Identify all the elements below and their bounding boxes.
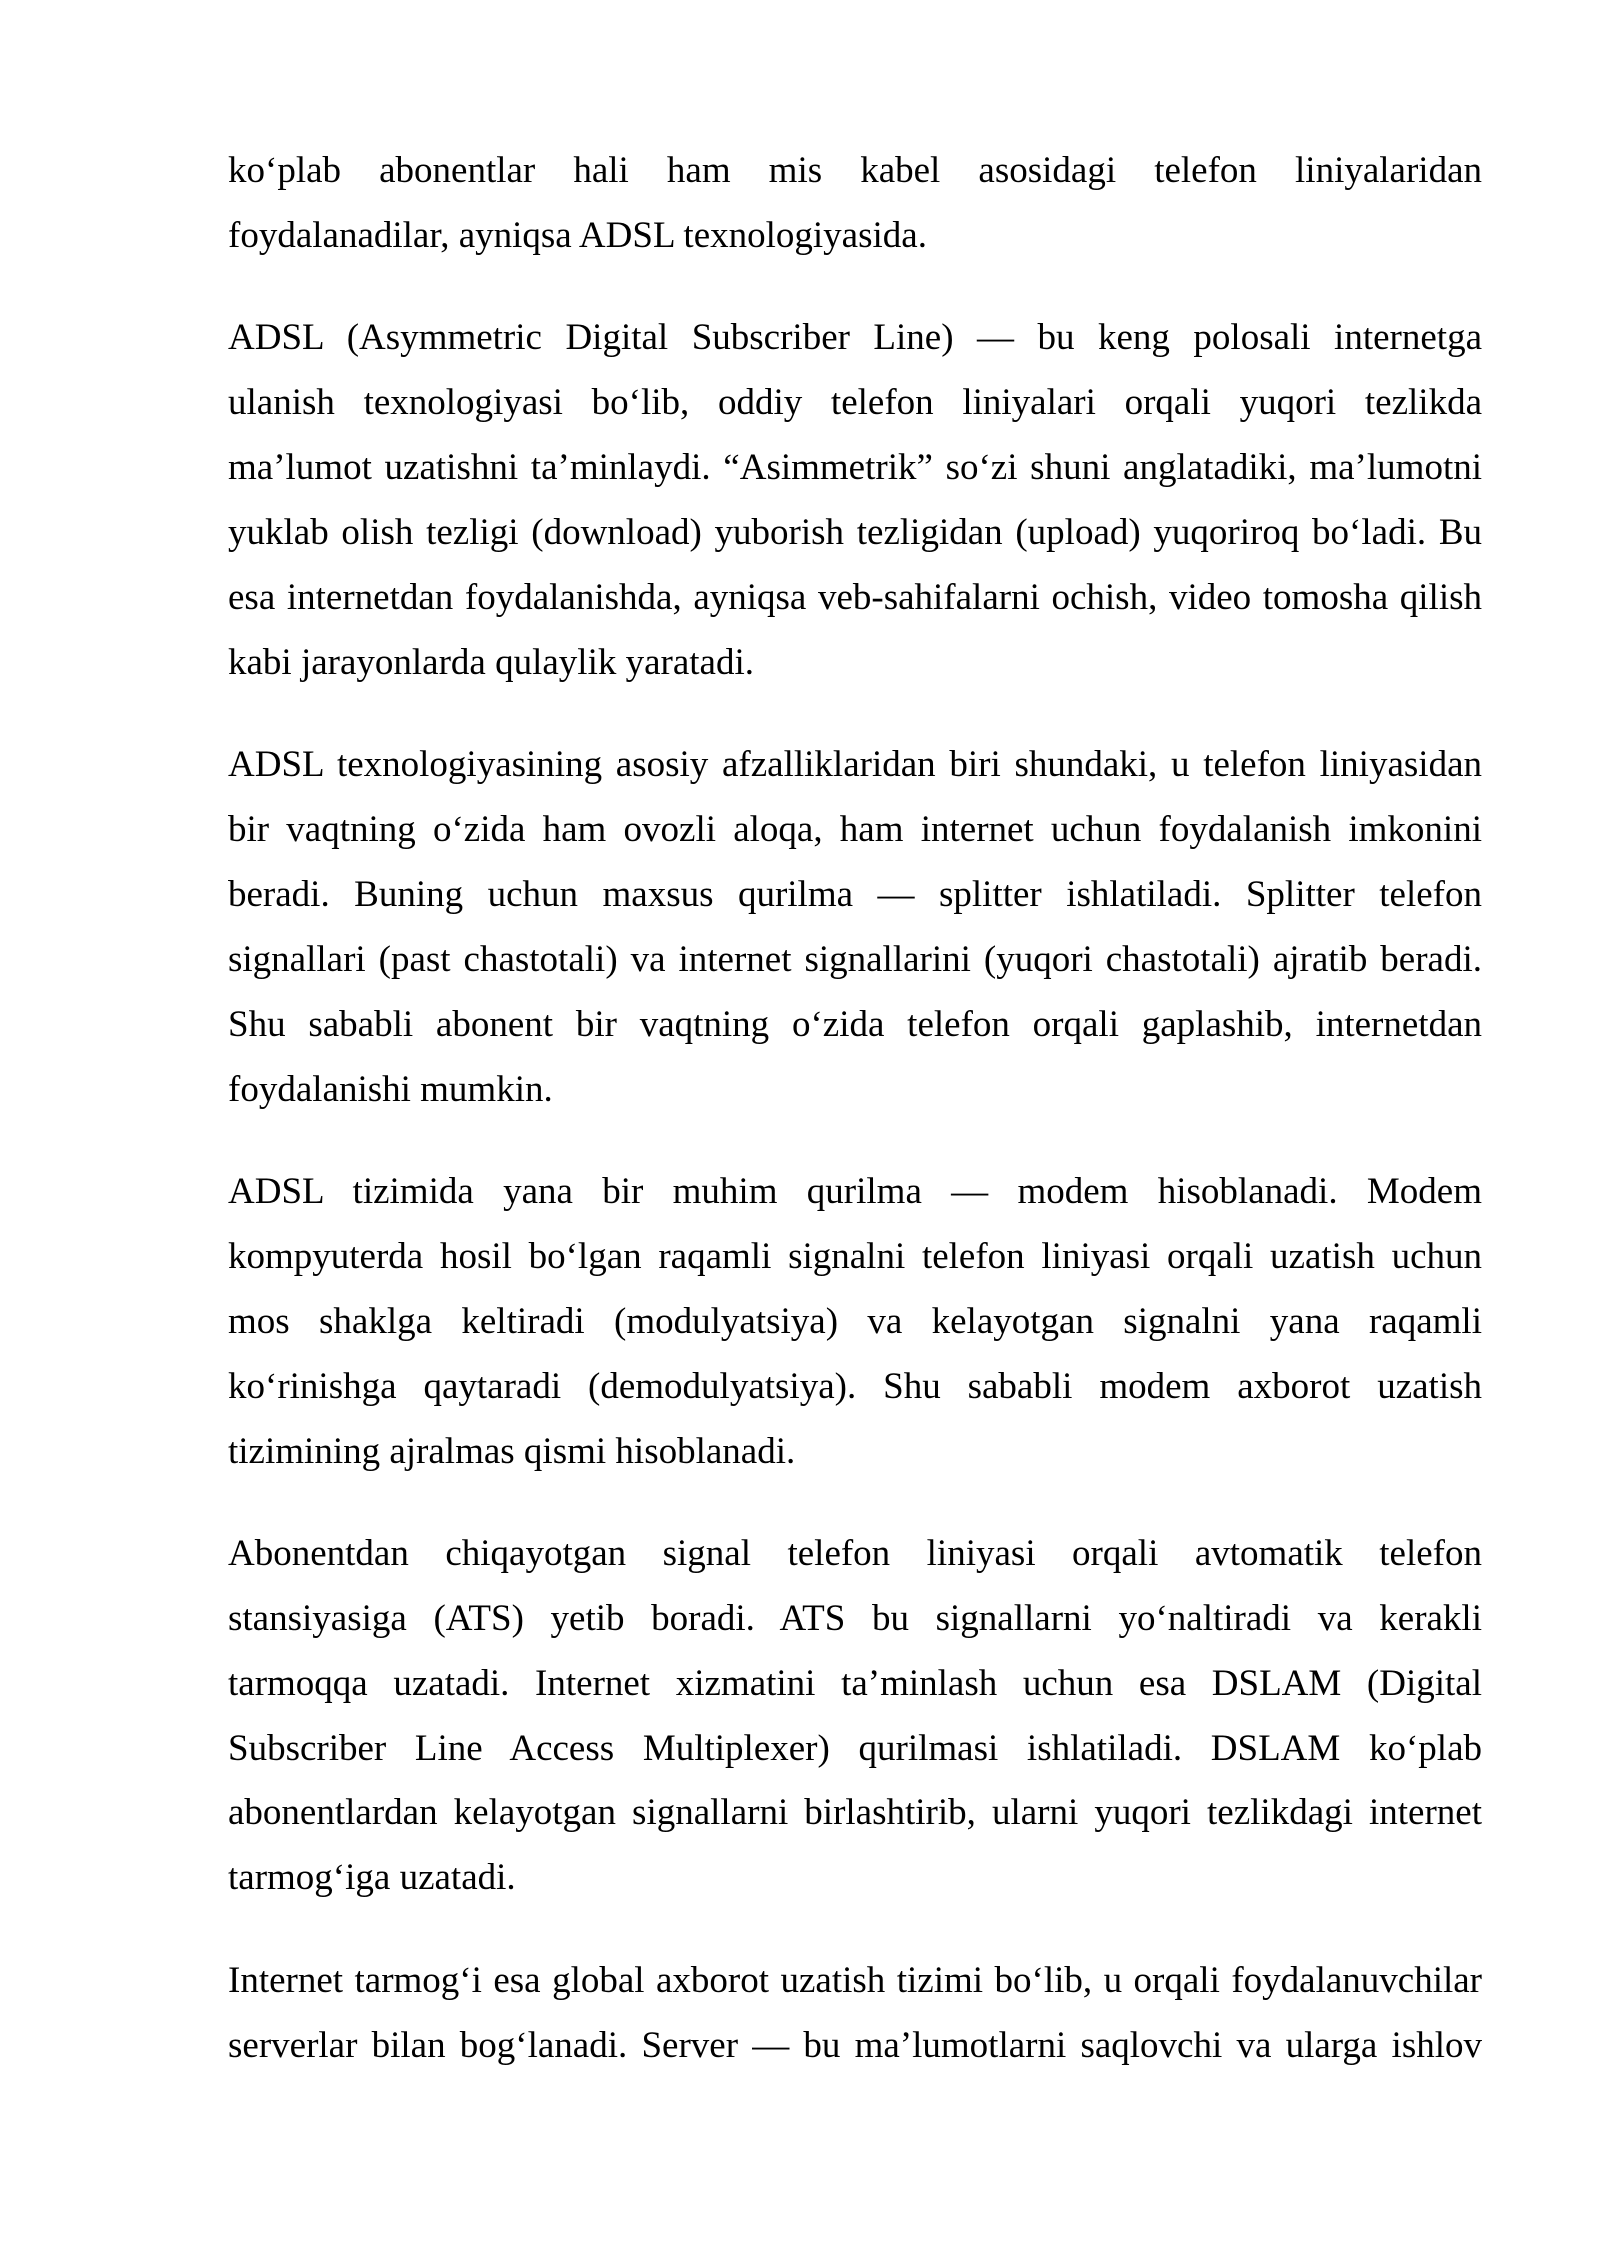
text-line: mos shaklga keltiradi (modulyatsiya) va kelayotgan signalni yana raqamli	[228, 1300, 1482, 1342]
text-line: kabi jarayonlarda qulaylik yaratadi.	[228, 641, 755, 683]
paragraph	[228, 1949, 1482, 2079]
text-line: ma’lumot uzatishni ta’minlaydi. “Asimmetrik” so‘zi shuni anglatadiki, ma’lumotni	[228, 447, 1482, 489]
text-line: ADSL texnologiyasining asosiy afzalliklaridan biri shundaki, u telefon liniyasidan	[228, 744, 1482, 786]
text-line: Abonentdan chiqayotgan signal telefon liniyasi orqali avtomatik telefon	[228, 1532, 1482, 1574]
text-line: ulanish texnologiyasi bo‘lib, oddiy telefon liniyalari orqali yuqori tezlikda	[228, 382, 1482, 424]
text-line: foydalanadilar, ayniqsa ADSL texnologiyasida.	[228, 214, 927, 256]
paragraph	[228, 1522, 1482, 1911]
text-line: ko‘rinishga qaytaradi (demodulyatsiya). Shu sababli modem axborot uzatish	[228, 1365, 1482, 1407]
text-line: tarmoqqa uzatadi. Internet xizmatini ta’minlash uchun esa DSLAM (Digital	[228, 1662, 1482, 1704]
text-line: abonentlardan kelayotgan signallarni birlashtirib, ularni yuqori tezlikdagi internet	[228, 1792, 1482, 1834]
text-line: Shu sababli abonent bir vaqtning o‘zida telefon orqali gaplashib, internetdan	[228, 1003, 1482, 1045]
text-line: Internet tarmog‘i esa global axborot uzatish tizimi bo‘lib, u orqali foydalanuvchilar	[228, 1959, 1482, 2001]
text-line: esa internetdan foydalanishda, ayniqsa veb-sahifalarni ochish, video tomosha qilish	[228, 576, 1482, 618]
text-line: Subscriber Line Access Multiplexer) qurilmasi ishlatiladi. DSLAM ko‘plab	[228, 1727, 1482, 1769]
text-line: beradi. Buning uchun maxsus qurilma — splitter ishlatiladi. Splitter telefon	[228, 873, 1482, 915]
document-page	[228, 139, 1482, 2116]
paragraph	[228, 139, 1482, 269]
text-line: tarmog‘iga uzatadi.	[228, 1857, 516, 1899]
text-line: yuklab olish tezligi (download) yuborish tezligidan (upload) yuqoriroq bo‘ladi. Bu	[228, 511, 1482, 553]
text-line: foydalanishi mumkin.	[228, 1068, 553, 1110]
text-line: ADSL (Asymmetric Digital Subscriber Line) — bu keng polosali internetga	[228, 317, 1482, 359]
text-line: tizimining ajralmas qismi hisoblanadi.	[228, 1430, 796, 1472]
text-line: kompyuterda hosil bo‘lgan raqamli signalni telefon liniyasi orqali uzatish uchun	[228, 1235, 1482, 1277]
text-line: bir vaqtning o‘zida ham ovozli aloqa, ham internet uchun foydalanish imkonini	[228, 809, 1482, 851]
text-line: serverlar bilan bog‘lanadi. Server — bu ma’lumotlarni saqlovchi va ularga ishlov	[228, 2024, 1482, 2066]
paragraph	[228, 1160, 1482, 1484]
text-line: ADSL tizimida yana bir muhim qurilma — modem hisoblanadi. Modem	[228, 1170, 1482, 1212]
paragraph	[228, 733, 1482, 1122]
text-line: ko‘plab abonentlar hali ham mis kabel asosidagi telefon liniyalaridan	[228, 150, 1482, 191]
text-line: stansiyasiga (ATS) yetib boradi. ATS bu signallarni yo‘naltiradi va kerakli	[228, 1597, 1482, 1639]
text-line: signallari (past chastotali) va internet signallarini (yuqori chastotali) ajratib beradi.	[228, 938, 1482, 980]
paragraph	[228, 306, 1482, 695]
